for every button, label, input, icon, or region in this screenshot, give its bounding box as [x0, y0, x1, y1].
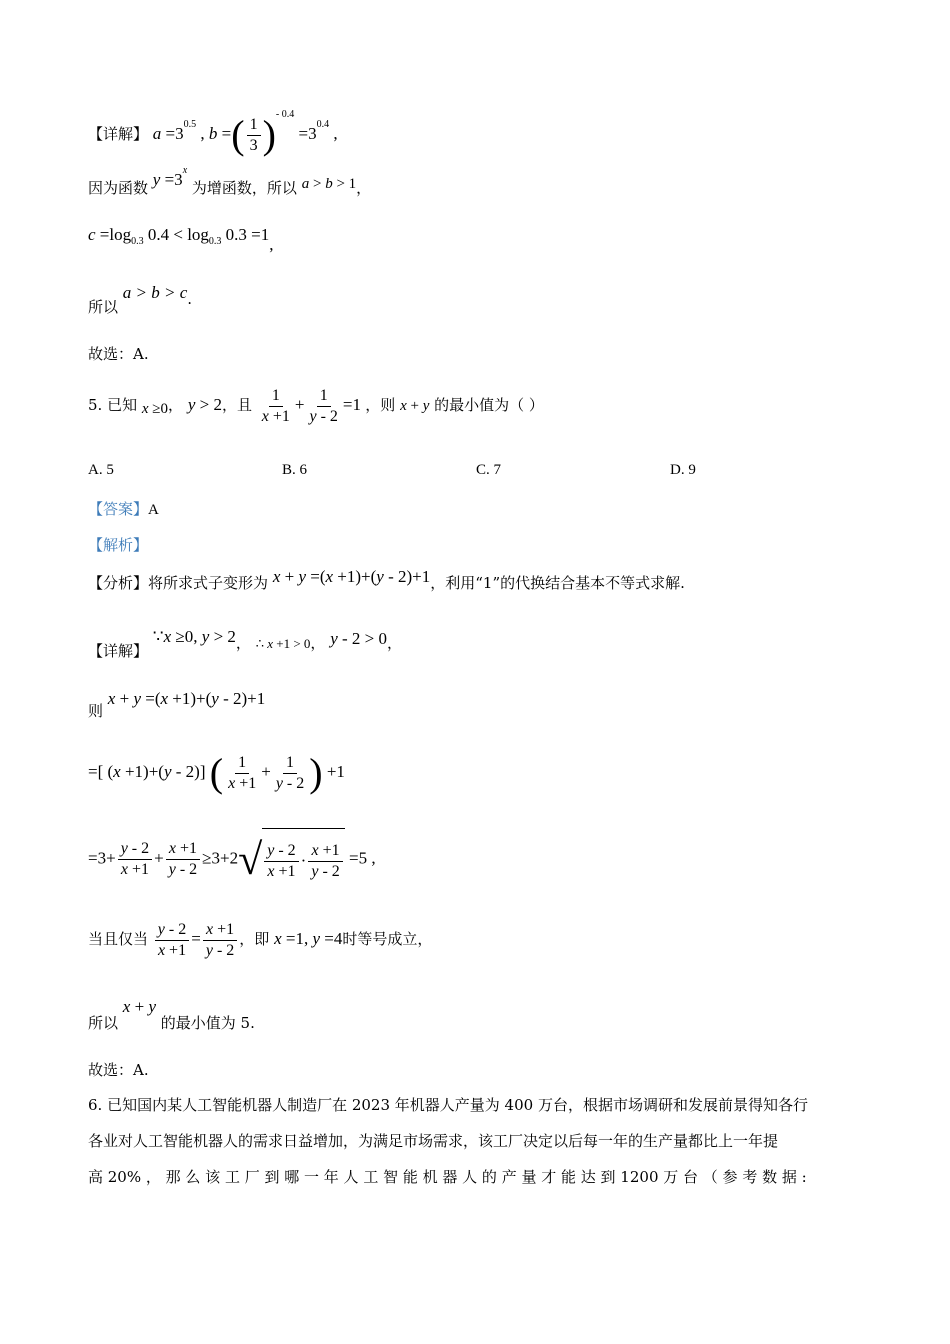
q5-so-line: [88, 996, 255, 1032]
math-step-3: =3+ $\frac{y - 2}{x +1}$ + $\frac{x +1}{y - 2}$ ≥3+2 √ $\frac{y - 2}{x +1}$ · $\frac{x +1}{y - 2}$ =5 ,: [88, 828, 376, 891]
math-x-plus-y-min: x + y: [122, 997, 156, 1016]
question-tail: 的最小值为（ ）: [434, 396, 544, 414]
fenxi-text1: 将所求式子变形为: [148, 574, 269, 592]
detail-label: 【详解】: [88, 125, 149, 143]
math-x-ge-0: x ≥0: [141, 401, 169, 417]
math-equality-condition: $\frac{y - 2}{x +1}$ = $\frac{x +1}{y - 2}$: [153, 929, 239, 948]
because-suffix: 为增函数，所以: [191, 179, 297, 197]
q5-equality-line: [88, 914, 432, 964]
fenxi-text2: ，利用“1”的代换结合基本不等式求解.: [430, 574, 685, 592]
q5-answer-line: [88, 498, 159, 521]
math-y-gt-2: y > 2: [187, 395, 222, 414]
so-suffix: 的最小值为 5.: [160, 1014, 255, 1032]
equality-suffix: 时等号成立，: [342, 930, 433, 948]
math-function-y: $y =3^x$: [152, 165, 188, 189]
cond-then: ，则: [365, 396, 396, 414]
math-condition-sum: $\frac{1}{x +1}$ + $\frac{1}{y - 2}$ =1: [261, 386, 366, 425]
cond-and: ，且: [221, 396, 252, 414]
option-a: A. 5: [88, 462, 114, 478]
math-step-2: =[ (x +1)+(y - 2)] ( $\frac{1}{x +1}$ + $\frac{1}{y - 2}$ ) +1: [88, 750, 345, 796]
q6-line-1: 6. 已知国内某人工智能机器人制造厂在 2023 年机器人产量为 400 万台，根据市场调研和发展前景得知各行: [88, 1096, 808, 1114]
q4-detail-line: [88, 88, 338, 161]
q6-line-2: 各业对人工智能机器人的需求日益增加，为满足市场需求，该工厂决定以后每一年的生产量都比上一年提: [88, 1132, 779, 1150]
math-ab-definition: $a =3^{0.5}$ , b =( $\frac{1}{3}$ )$^{- 0.4} =3^{0.4}$ ,: [152, 109, 338, 158]
q5-fenxi-line: [88, 567, 685, 594]
detail-label: 【详解】: [88, 642, 149, 660]
q5-then-line: [88, 688, 266, 720]
then-label: 则: [88, 702, 104, 720]
math-x-plus-y-rewrite: x + y =(x +1)+(y - 2)+1: [272, 567, 431, 586]
option-c: C. 7: [476, 462, 502, 478]
q5-number: 5. 已知: [88, 396, 138, 414]
math-therefore-x-plus-1: ∴ x +1 > 0: [255, 636, 311, 651]
equality-prefix: 当且仅当: [88, 930, 149, 948]
option-d: D. 9: [670, 462, 696, 478]
because-prefix: 因为函数: [88, 179, 149, 197]
q4-because-line: 因为函数 $y =3^x$ 为增函数，所以 a > b > 1，: [88, 165, 372, 197]
q6-paragraph: [88, 1087, 864, 1195]
equality-mid: ，即: [239, 930, 270, 948]
q5-choose: 故选：A.: [88, 1061, 149, 1079]
math-then-expression: x + y =(x +1)+(y - 2)+1: [107, 689, 266, 708]
math-given-conditions: ∵x ≥0, y > 2: [152, 627, 236, 646]
math-a-gt-b-gt-c: a > b > c: [122, 283, 188, 302]
math-y-minus-2: y - 2 > 0: [330, 629, 387, 648]
so-prefix: 所以: [88, 1014, 119, 1032]
q4-choose: 故选：A.: [88, 345, 149, 363]
q6-line-3: 高 20% ， 那 么 该 工 厂 到 哪 一 年 人 工 智 能 机 器 人 的 产 量 才 能 达 到 1200 万 台 （ 参 考 数 据 :: [88, 1168, 807, 1186]
so-prefix: 所以: [88, 298, 119, 316]
fenxi-label: 【分析】: [88, 574, 149, 592]
q5-detail-line: 【详解】 ∵x ≥0, y > 2， ∴ x +1 > 0， y - 2 > 0，: [88, 627, 403, 660]
answer-label: 【答案】: [88, 500, 149, 518]
math-x-plus-y: x + y: [400, 398, 430, 414]
option-b: B. 6: [282, 462, 308, 478]
math-x1-y4: x =1, y =4: [274, 929, 343, 948]
q5-question-line: 5. 已知 x ≥0， y > 2，且 $\frac{1}{x +1}$ + $\frac{1}{y - 2}$ =1 ，则 x + y 的最小值为（ ）: [88, 386, 544, 425]
q4-c-line: $c =\log_{0.3}$ $0.4 < \log_{0.3} 0.3 =1$,: [88, 225, 274, 254]
answer-value: A: [148, 502, 159, 518]
q4-so-line: 所以 a > b > c.: [88, 283, 193, 316]
math-a-gt-b-gt-1: a > b > 1: [301, 176, 357, 192]
analysis-label: 【解析】: [88, 536, 149, 554]
